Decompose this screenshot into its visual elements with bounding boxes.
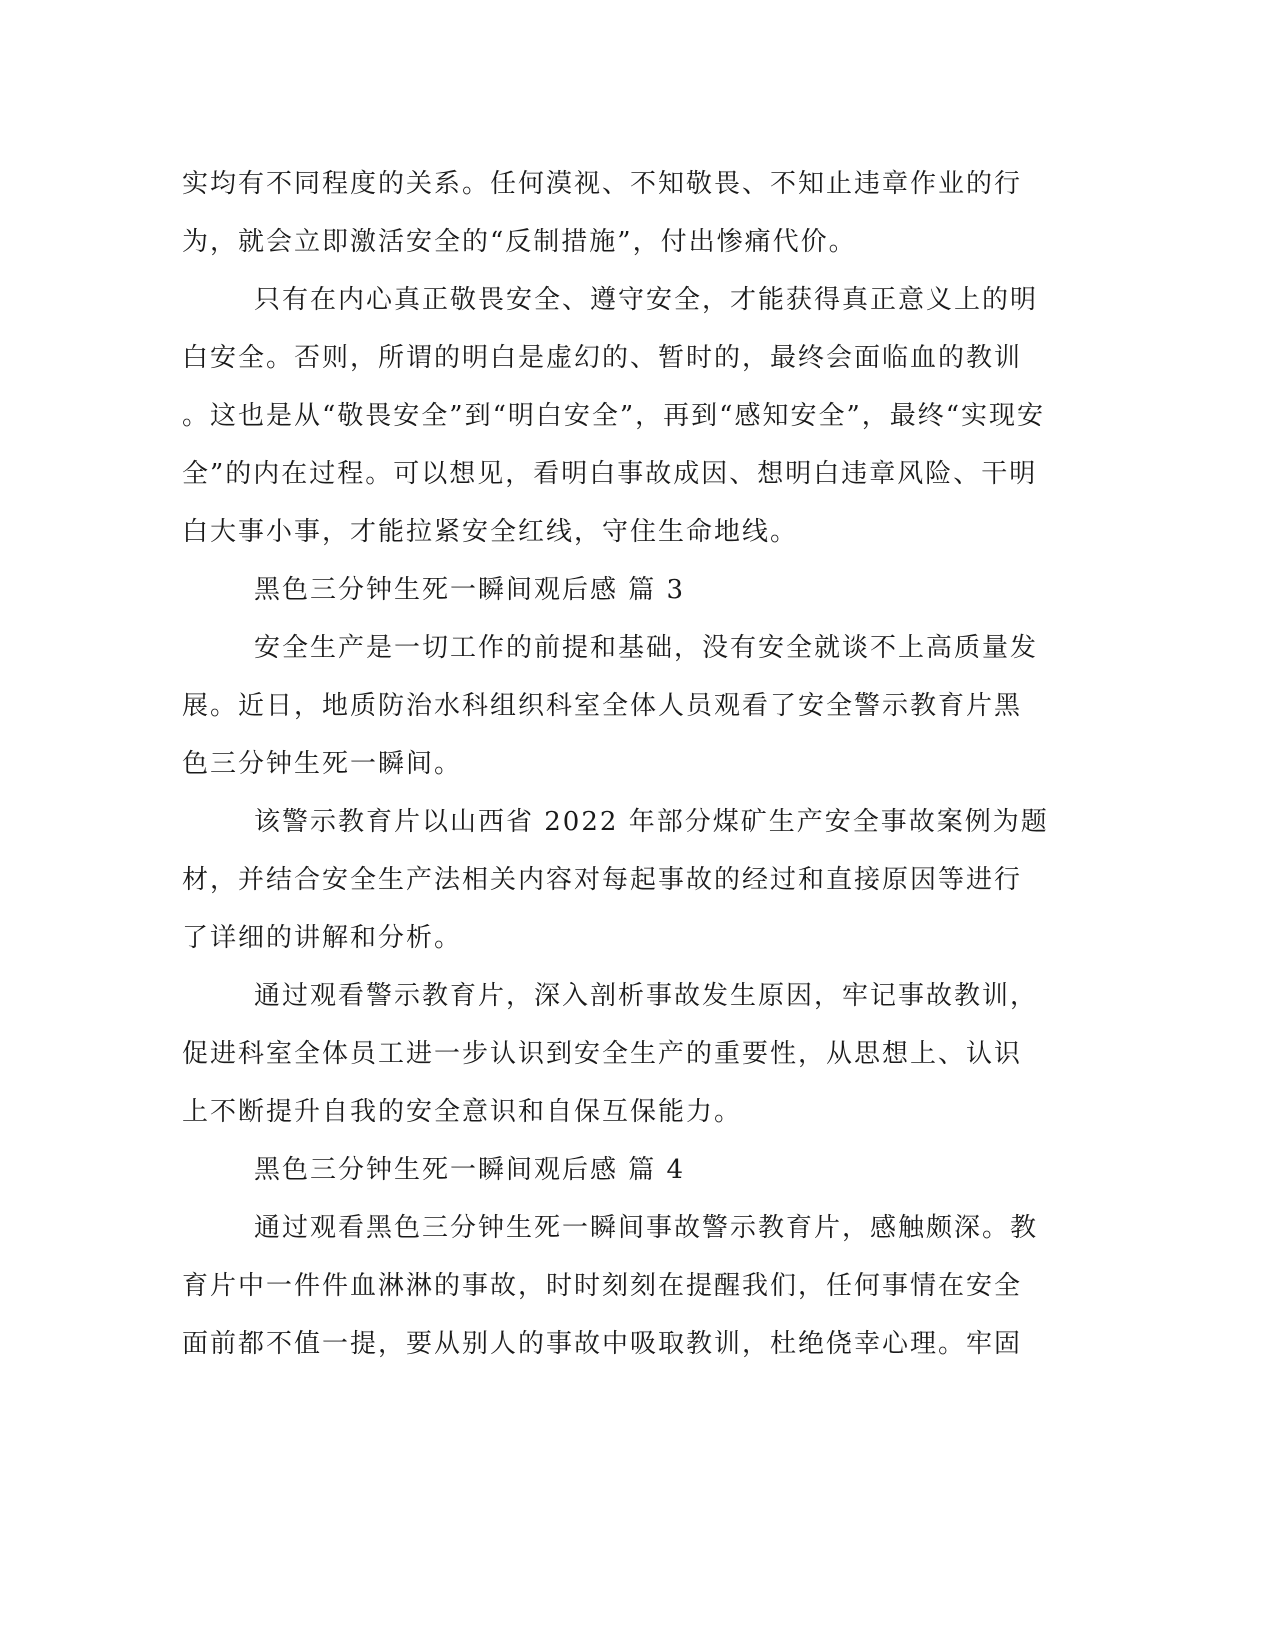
text-line: 上不断提升自我的安全意识和自保互保能力。 <box>182 1097 743 1127</box>
text-line: 育片中一件件血淋淋的事故，时时刻刻在提醒我们，任何事情在安全 <box>182 1271 1023 1301</box>
text-line: 促进科室全体员工进一步认识到安全生产的重要性，从思想上、认识 <box>182 1039 1023 1069</box>
text-line: 只有在内心真正敬畏安全、遵守安全，才能获得真正意义上的明 <box>254 285 1039 315</box>
section-heading: 黑色三分钟生死一瞬间观后感 篇 4 <box>254 1155 686 1185</box>
text-line: 为，就会立即激活安全的“反制措施”，付出惨痛代价。 <box>182 227 857 257</box>
text-line: 全”的内在过程。可以想见，看明白事故成因、想明白违章风险、干明 <box>182 459 1038 489</box>
text-line: 实均有不同程度的关系。任何漠视、不知敬畏、不知止违章作业的行 <box>182 169 1023 199</box>
text-line: 色三分钟生死一瞬间。 <box>182 749 463 779</box>
section-heading: 黑色三分钟生死一瞬间观后感 篇 3 <box>254 575 686 605</box>
text-line: 材，并结合安全生产法相关内容对每起事故的经过和直接原因等进行 <box>182 865 1023 895</box>
text-line: 了详细的讲解和分析。 <box>182 923 463 953</box>
document-body <box>182 155 1049 1373</box>
text-line: 该警示教育片以山西省 2022 年部分煤矿生产安全事故案例为题 <box>254 807 1049 837</box>
text-line: 白安全。否则，所谓的明白是虚幻的、暂时的，最终会面临血的教训 <box>182 343 1023 373</box>
text-line: 安全生产是一切工作的前提和基础，没有安全就谈不上高质量发 <box>254 633 1039 663</box>
text-line: 白大事小事，才能拉紧安全红线，守住生命地线。 <box>182 517 799 547</box>
text-line: 展。近日，地质防治水科组织科室全体人员观看了安全警示教育片黑 <box>182 691 1023 721</box>
text-line: 。这也是从“敬畏安全”到“明白安全”，再到“感知安全”，最终“实现安 <box>182 401 1046 431</box>
text-line: 通过观看黑色三分钟生死一瞬间事故警示教育片，感触颇深。教 <box>254 1213 1039 1243</box>
text-line: 通过观看警示教育片，深入剖析事故发生原因，牢记事故教训， <box>254 981 1039 1011</box>
text-line: 面前都不值一提，要从别人的事故中吸取教训，杜绝侥幸心理。牢固 <box>182 1329 1023 1359</box>
